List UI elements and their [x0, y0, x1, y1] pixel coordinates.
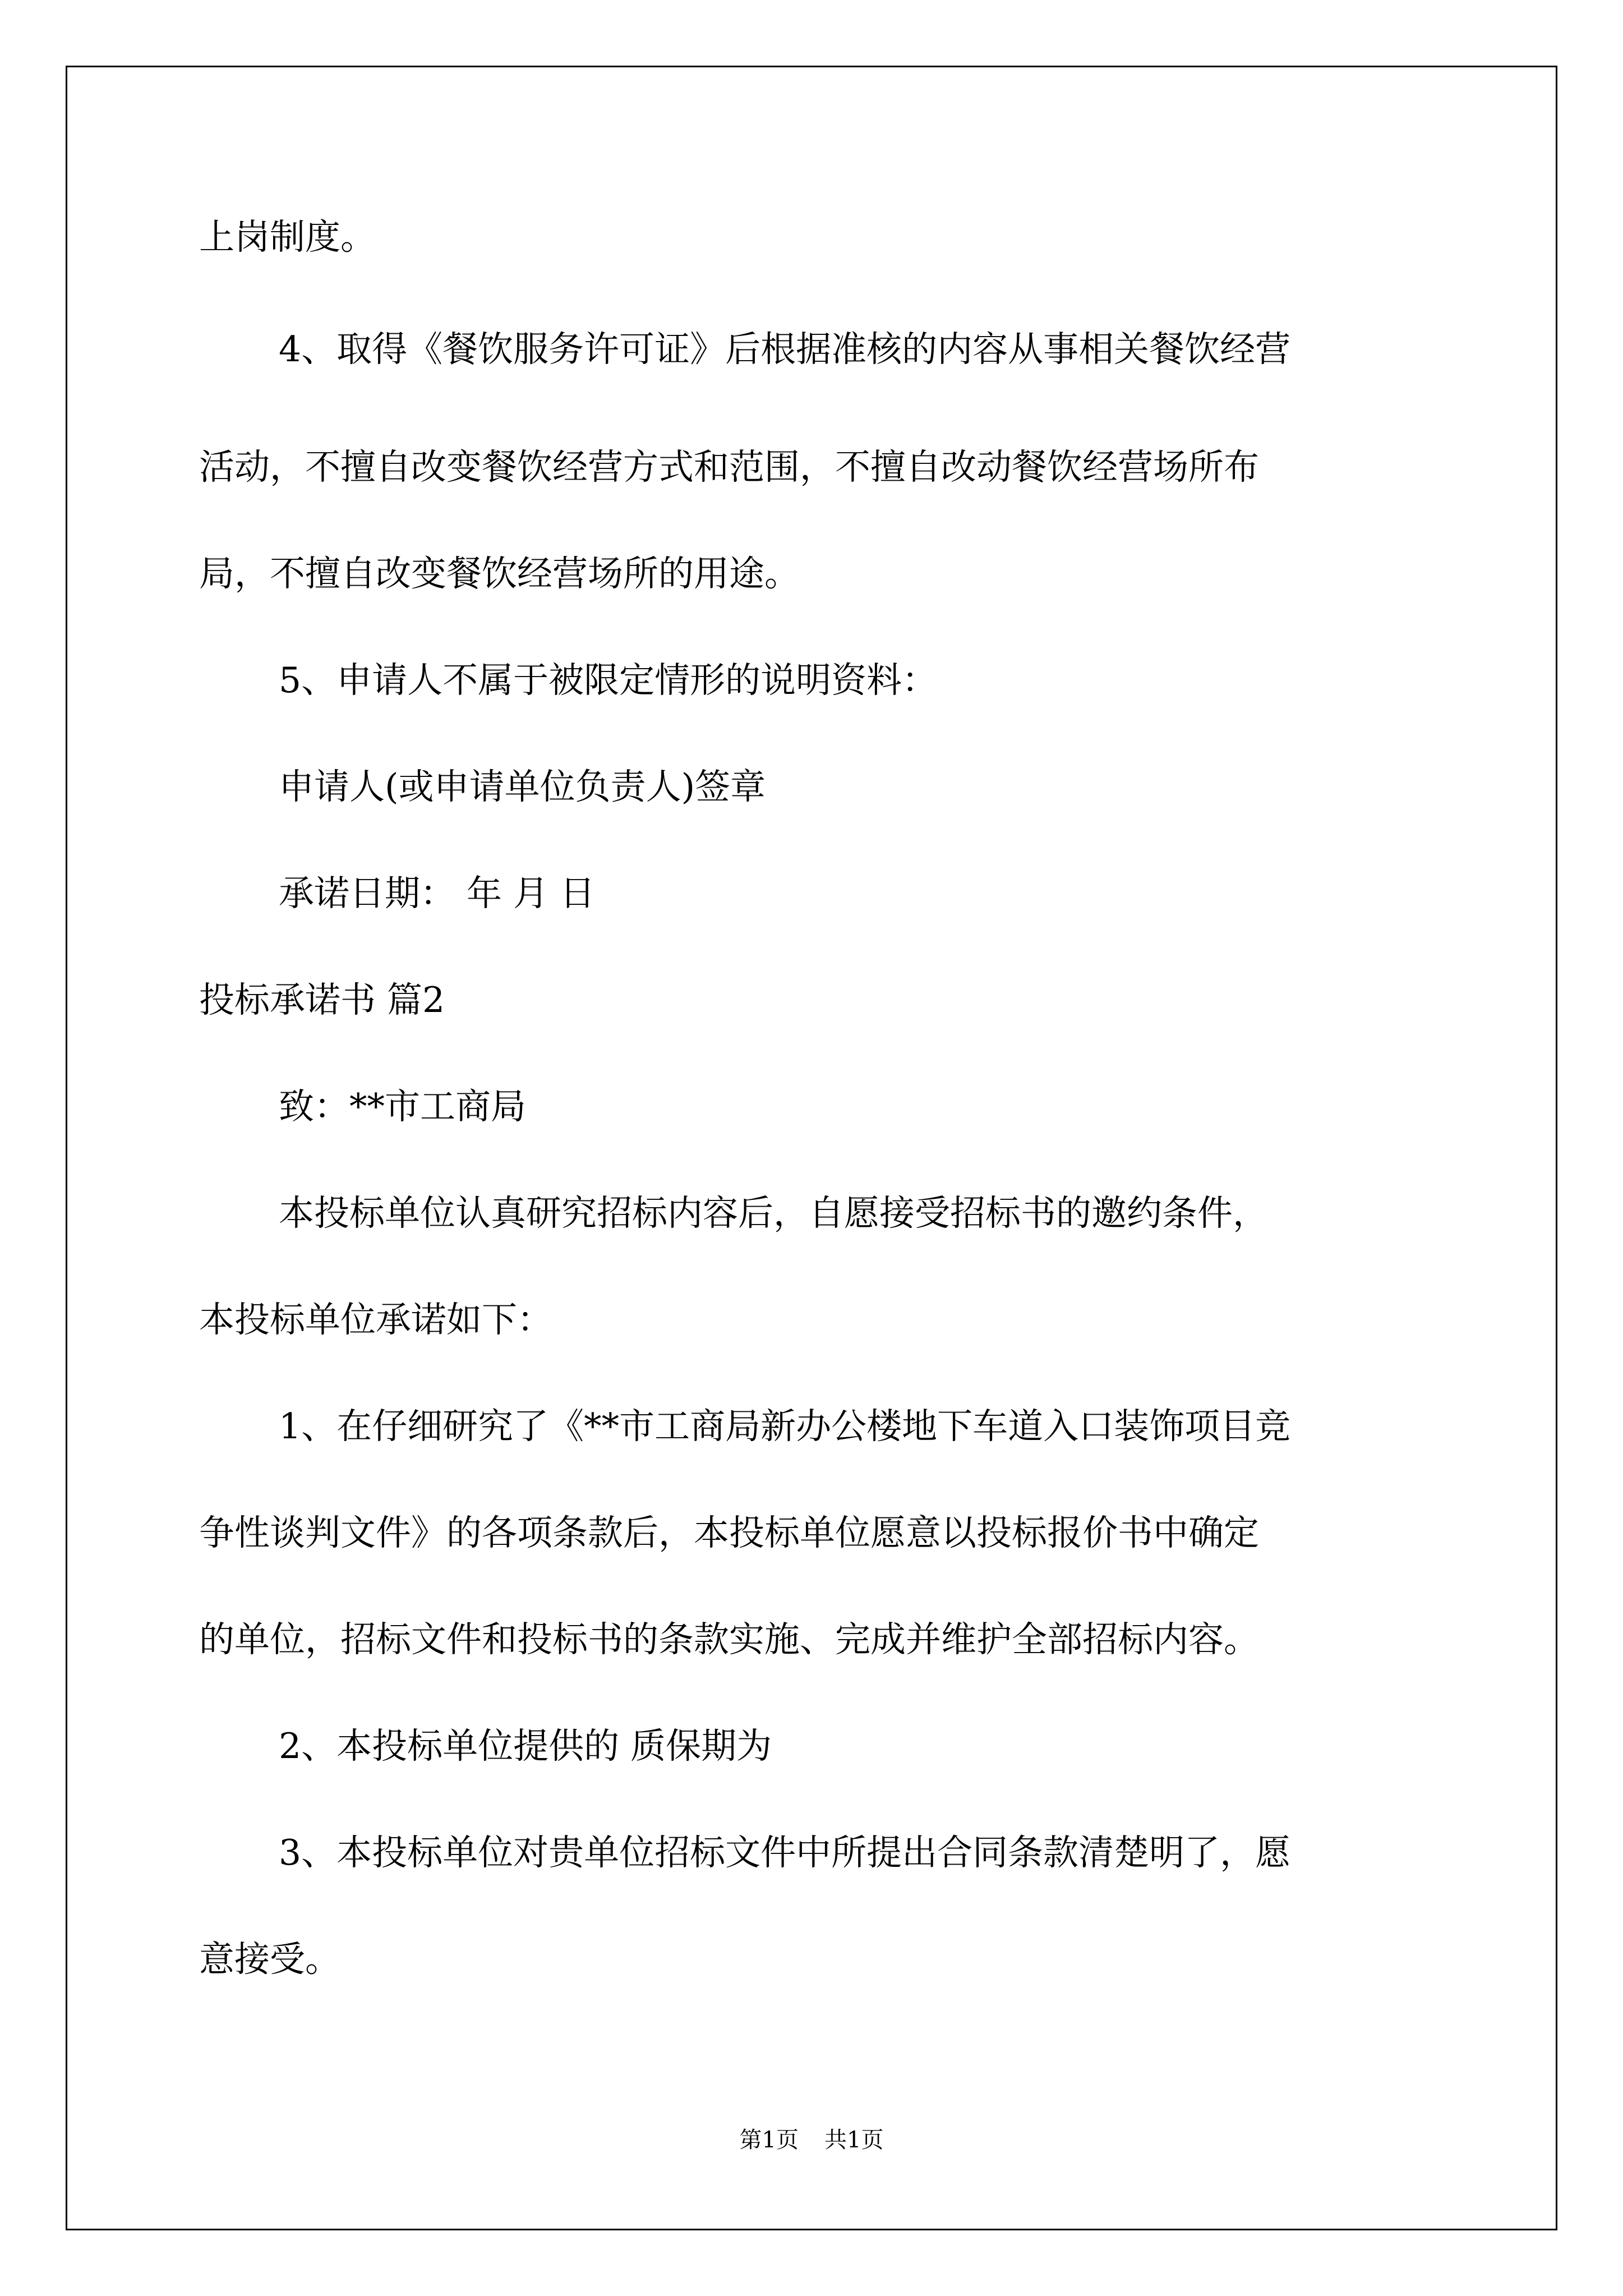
- paragraph-line: 1、在仔细研究了《**市工商局新办公楼地下车道入口装饰项目竞: [279, 1406, 1291, 1447]
- addressee-line: 致：**市工商局: [279, 1086, 526, 1127]
- paragraph-line: 局，不擅自改变餐饮经营场所的用途。: [199, 553, 800, 594]
- paragraph-line: 上岗制度。: [199, 217, 376, 257]
- paragraph-line: 本投标单位承诺如下：: [199, 1299, 552, 1340]
- page-footer: [0, 2126, 1623, 2154]
- paragraph-line: 的单位，招标文件和投标书的条款实施、完成并维护全部招标内容。: [199, 1619, 1259, 1660]
- page-total: 共1页: [824, 2127, 884, 2153]
- paragraph-line: 争性谈判文件》的各项条款后，本投标单位愿意以投标报价书中确定: [199, 1512, 1259, 1553]
- date-line: 承诺日期： 年 月 日: [279, 873, 596, 914]
- signature-line: 申请人(或申请单位负责人)签章: [279, 766, 766, 807]
- paragraph-line: 意接受。: [199, 1939, 340, 1980]
- section-heading: 投标承诺书 篇2: [199, 979, 445, 1020]
- paragraph-line: 活动，不擅自改变餐饮经营方式和范围，不擅自改动餐饮经营场所布: [199, 447, 1259, 487]
- paragraph-line: 2、本投标单位提供的 质保期为: [279, 1726, 772, 1766]
- paragraph-line: 4、取得《餐饮服务许可证》后根据准核的内容从事相关餐饮经营: [279, 329, 1291, 370]
- page-border: [66, 66, 1557, 2230]
- paragraph-line: 5、申请人不属于被限定情形的说明资料：: [279, 660, 938, 701]
- paragraph-line: 本投标单位认真研究招标内容后，自愿接受招标书的邀约条件，: [279, 1193, 1268, 1234]
- paragraph-line: 3、本投标单位对贵单位招标文件中所提出合同条款清楚明了，愿: [279, 1832, 1291, 1873]
- page-number: 第1页: [739, 2127, 799, 2153]
